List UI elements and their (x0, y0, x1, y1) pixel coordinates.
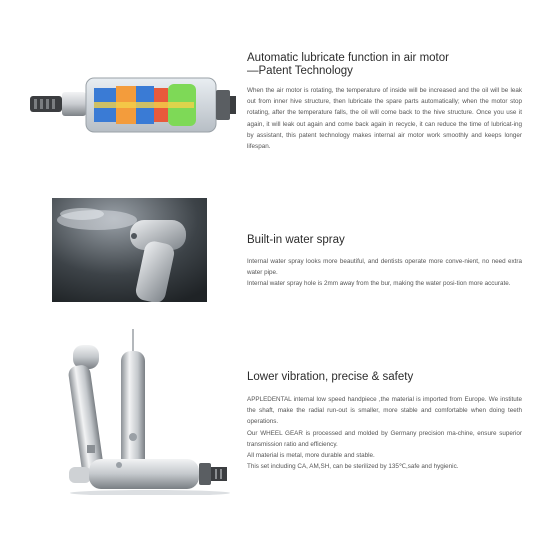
paragraph: APPLEDENTAL internal low speed handpiece ,the material is imported from Europe. We institute the shaft, make the radial run-out is smaller, more stable and comfortable when doing teeth operations. (247, 396, 522, 426)
section-title-water-spray: Built-in water spray (247, 234, 345, 246)
section-water-spray (0, 190, 550, 340)
water-spray-photo (52, 198, 207, 302)
section-body-lower-vibration (247, 394, 522, 472)
title-line-2: —Patent Technology (247, 65, 353, 77)
paragraph: Internal water spray hole is 2mm away from the bur, making the water posi-tion more accurate. (247, 280, 511, 288)
paragraph: Our WHEEL GEAR is processed and molded by Germany precision ma-chine, ensure superior transmission ratio and efficiency. (247, 429, 522, 448)
air-motor-cutaway-image (28, 66, 238, 146)
paragraph: Internal water spray looks more beautiful, and dentists operate more conve-nient, no need extra water pipe. (247, 258, 522, 277)
title-line-1: Automatic lubricate function in air motor (247, 52, 449, 64)
paragraph: All material is metal, more durable and stable. (247, 452, 375, 460)
section-body-water-spray (247, 256, 522, 290)
section-title-lower-vibration: Lower vibration, precise & safety (247, 371, 414, 383)
section-air-motor (0, 0, 550, 190)
handpiece-set-image (55, 325, 235, 495)
section-title-air-motor (247, 52, 449, 78)
section-handpiece-set (0, 325, 550, 550)
section-body-air-motor (247, 85, 522, 152)
paragraph: This set including CA, AM,SH, can be sterilized by 135℃,safe and hygienic. (247, 463, 459, 471)
paragraph: When the air motor is rotating, the temperature of inside will be increased and the oil will be leak out from inner hive structure, then lubricate the spare parts automatically; when the motor stop rotating, after the temperature falls, the oil will come back to the hive structure. Once you use it again, it will leak out again and come back again in recycle, it can reduce the time of lubricat-ing by assistant, this patent technology makes internal air motor work smoothly and keeps longer lifespan. (247, 87, 522, 151)
